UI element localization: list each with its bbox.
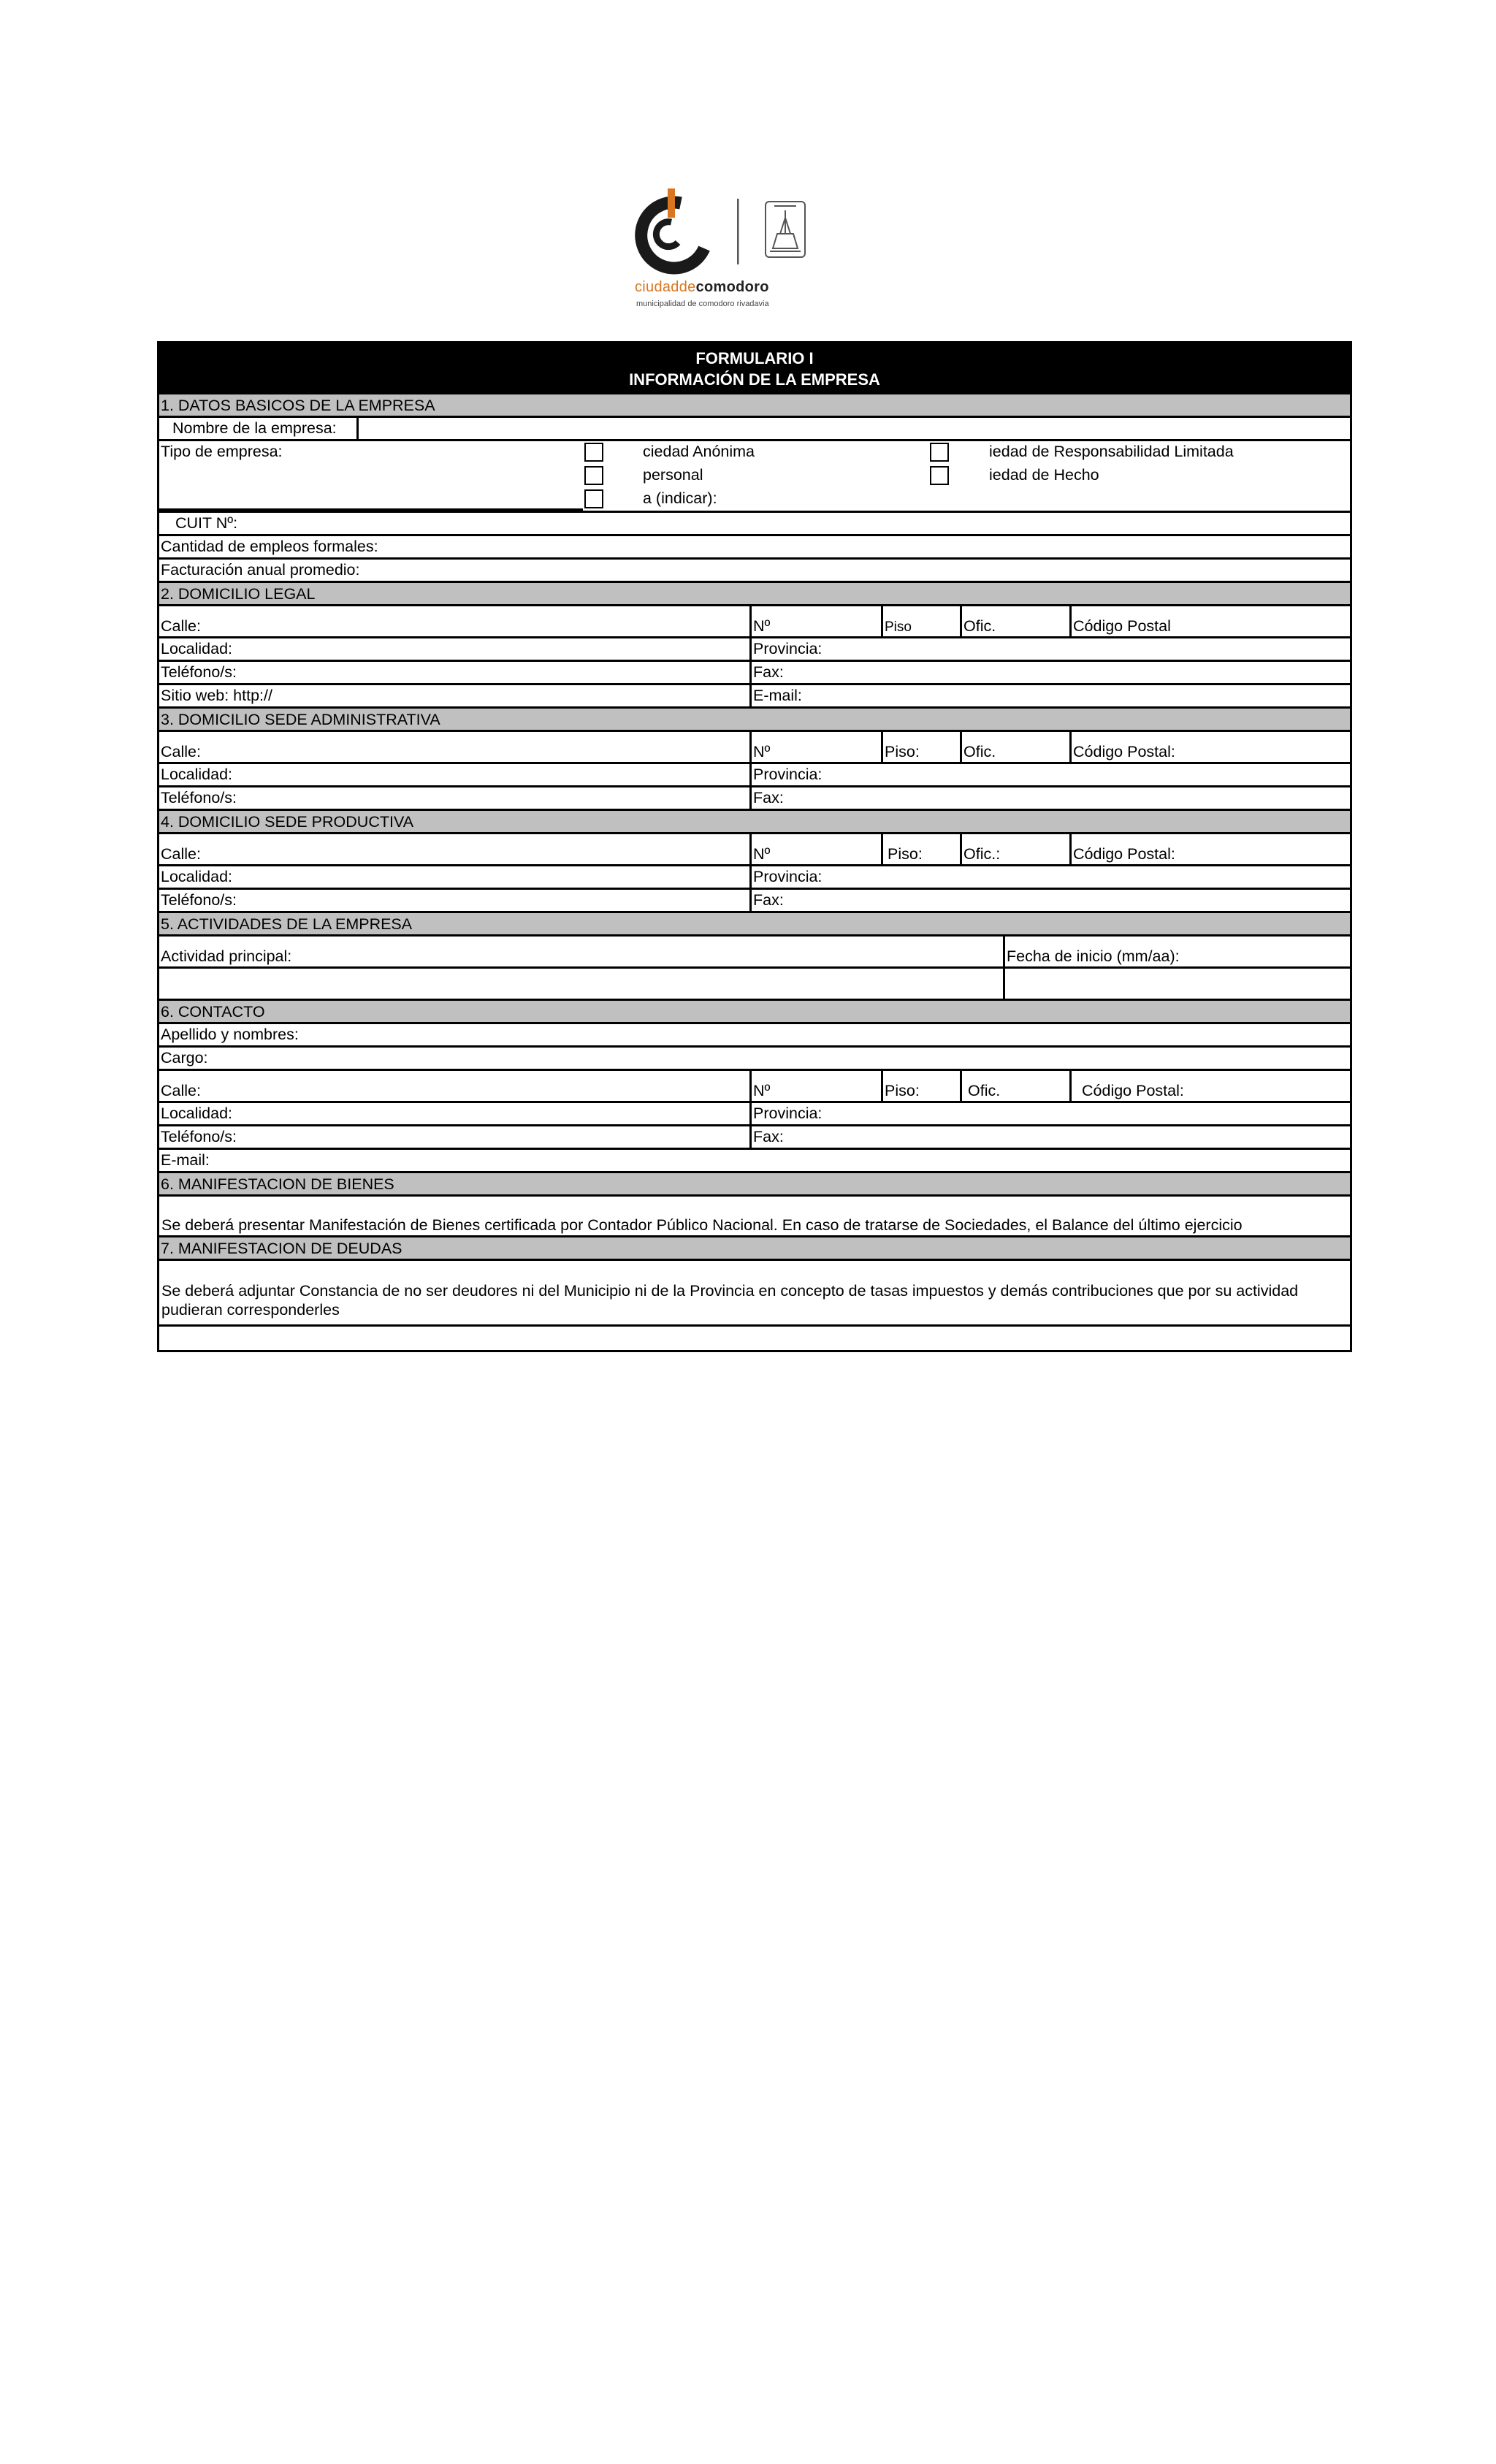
field-legal-street[interactable] bbox=[159, 606, 749, 636]
field-prod-number[interactable] bbox=[749, 834, 881, 864]
row-legal-street bbox=[159, 604, 1350, 636]
label-fax: Fax: bbox=[753, 788, 784, 806]
form-header bbox=[159, 343, 1350, 392]
label-email: E-mail: bbox=[753, 686, 802, 704]
divider bbox=[988, 439, 1350, 441]
input-main-activity[interactable] bbox=[159, 969, 1003, 999]
row-legal-phone bbox=[159, 660, 1350, 683]
option-sociedad-anonima: ciedad Anónima bbox=[643, 443, 755, 460]
label-province: Provincia: bbox=[753, 867, 823, 885]
label-main-activity: Actividad principal: bbox=[161, 947, 292, 965]
label-fax: Fax: bbox=[753, 890, 784, 909]
label-number: Nº bbox=[753, 844, 771, 863]
label-floor: Piso: bbox=[885, 1081, 920, 1099]
field-admin-phone[interactable] bbox=[159, 787, 749, 809]
field-legal-floor[interactable] bbox=[881, 606, 960, 636]
label-start-date: Fecha de inicio (mm/aa): bbox=[1003, 937, 1350, 966]
row-blank[interactable] bbox=[159, 1324, 1350, 1350]
row-admin-phone bbox=[159, 785, 1350, 809]
checkbox-sociedad-hecho[interactable] bbox=[930, 466, 949, 485]
label-street: Calle: bbox=[161, 844, 201, 863]
field-admin-zip[interactable] bbox=[1069, 732, 1350, 762]
label-website: Sitio web: http:// bbox=[161, 686, 272, 704]
field-prod-locality[interactable] bbox=[159, 866, 749, 888]
row-debts-note bbox=[159, 1259, 1350, 1324]
field-admin-locality[interactable] bbox=[159, 764, 749, 785]
section-assets: 6. MANIFESTACION DE BIENES bbox=[159, 1171, 1350, 1194]
label-fax: Fax: bbox=[753, 663, 784, 681]
field-contact-floor[interactable] bbox=[881, 1071, 960, 1101]
field-employees[interactable] bbox=[159, 534, 1350, 557]
field-legal-fax[interactable] bbox=[749, 662, 1350, 683]
label-province: Provincia: bbox=[753, 765, 823, 783]
label-email: E-mail: bbox=[161, 1151, 210, 1169]
field-legal-phone[interactable] bbox=[159, 662, 749, 683]
label-office: Ofic. bbox=[963, 742, 996, 760]
field-admin-number[interactable] bbox=[749, 732, 881, 762]
label-zip: Código Postal bbox=[1073, 617, 1171, 635]
field-legal-website[interactable] bbox=[159, 685, 749, 706]
input-start-date[interactable] bbox=[1003, 969, 1350, 999]
logo-word-ciudad: ciudad bbox=[635, 279, 679, 295]
label-cuit: CUIT Nº: bbox=[175, 514, 238, 532]
field-contact-office[interactable] bbox=[960, 1071, 1069, 1101]
field-annual-revenue[interactable] bbox=[159, 557, 1350, 581]
field-contact-name[interactable] bbox=[159, 1022, 1350, 1045]
label-phone: Teléfono/s: bbox=[161, 890, 237, 909]
checkbox-otra[interactable] bbox=[584, 489, 603, 508]
label-street: Calle: bbox=[161, 742, 201, 760]
section-legal-address: 2. DOMICILIO LEGAL bbox=[159, 581, 1350, 604]
field-contact-province[interactable] bbox=[749, 1103, 1350, 1124]
row-prod-street bbox=[159, 832, 1350, 864]
field-prod-office[interactable] bbox=[960, 834, 1069, 864]
field-contact-phone[interactable] bbox=[159, 1126, 749, 1148]
field-company-name bbox=[159, 416, 1350, 439]
row-legal-web bbox=[159, 683, 1350, 706]
option-sociedad-hecho: iedad de Hecho bbox=[989, 466, 1099, 484]
label-number: Nº bbox=[753, 742, 771, 760]
field-contact-locality[interactable] bbox=[159, 1103, 749, 1124]
field-prod-fax[interactable] bbox=[749, 890, 1350, 911]
label-company-name: Nombre de la empresa: bbox=[172, 419, 337, 437]
field-legal-zip[interactable] bbox=[1069, 606, 1350, 636]
label-employees: Cantidad de empleos formales: bbox=[161, 537, 378, 555]
field-contact-zip[interactable] bbox=[1069, 1071, 1350, 1101]
field-cuit[interactable] bbox=[159, 511, 1350, 534]
field-contact-email[interactable] bbox=[159, 1148, 1350, 1171]
checkbox-unipersonal[interactable] bbox=[584, 466, 603, 485]
label-contact-name: Apellido y nombres: bbox=[161, 1025, 299, 1043]
field-admin-fax[interactable] bbox=[749, 787, 1350, 809]
section-basic-data: 1. DATOS BASICOS DE LA EMPRESA bbox=[159, 392, 1350, 416]
field-prod-street[interactable] bbox=[159, 834, 749, 864]
row-contact-locality bbox=[159, 1101, 1350, 1124]
field-prod-zip[interactable] bbox=[1069, 834, 1350, 864]
label-floor: Piso: bbox=[885, 742, 920, 760]
label-province: Provincia: bbox=[753, 1104, 823, 1122]
field-prod-province[interactable] bbox=[749, 866, 1350, 888]
option-srl: iedad de Responsabilidad Limitada bbox=[989, 443, 1234, 460]
section-contact: 6. CONTACTO bbox=[159, 999, 1350, 1022]
label-office: Ofic. bbox=[963, 617, 996, 635]
field-prod-floor[interactable] bbox=[881, 834, 960, 864]
label-zip: Código Postal: bbox=[1073, 844, 1175, 863]
row-contact-street bbox=[159, 1069, 1350, 1101]
label-number: Nº bbox=[753, 617, 771, 635]
field-legal-office[interactable] bbox=[960, 606, 1069, 636]
label-province: Provincia: bbox=[753, 639, 823, 657]
label-fax: Fax: bbox=[753, 1127, 784, 1145]
section-activities: 5. ACTIVIDADES DE LA EMPRESA bbox=[159, 911, 1350, 934]
row-prod-phone bbox=[159, 888, 1350, 911]
section-debts: 7. MANIFESTACION DE DEUDAS bbox=[159, 1235, 1350, 1259]
label-phone: Teléfono/s: bbox=[161, 788, 237, 806]
field-admin-street[interactable] bbox=[159, 732, 749, 762]
row-legal-locality bbox=[159, 636, 1350, 660]
label-locality: Localidad: bbox=[161, 867, 233, 885]
label-company-type: Tipo de empresa: bbox=[161, 443, 283, 460]
label-phone: Teléfono/s: bbox=[161, 663, 237, 681]
field-contact-fax[interactable] bbox=[749, 1126, 1350, 1148]
field-legal-province[interactable] bbox=[749, 638, 1350, 660]
field-contact-street[interactable] bbox=[159, 1071, 749, 1101]
row-prod-locality bbox=[159, 864, 1350, 888]
label-locality: Localidad: bbox=[161, 1104, 233, 1122]
label-contact-position: Cargo: bbox=[161, 1048, 208, 1067]
input-company-name[interactable] bbox=[356, 416, 1350, 439]
form-subtitle: INFORMACIÓN DE LA EMPRESA bbox=[629, 370, 880, 389]
label-floor: Piso bbox=[885, 619, 912, 635]
row-activity-labels bbox=[159, 934, 1350, 966]
row-admin-street bbox=[159, 730, 1350, 762]
field-admin-province[interactable] bbox=[749, 764, 1350, 785]
logo-word-de: de bbox=[679, 279, 696, 295]
label-floor: Piso: bbox=[888, 844, 923, 863]
label-street: Calle: bbox=[161, 617, 201, 635]
logo-wordmark bbox=[635, 279, 769, 296]
field-admin-office[interactable] bbox=[960, 732, 1069, 762]
logo-word-comodoro: comodoro bbox=[695, 279, 769, 295]
field-prod-phone[interactable] bbox=[159, 890, 749, 911]
field-contact-number[interactable] bbox=[749, 1071, 881, 1101]
row-admin-locality bbox=[159, 762, 1350, 785]
row-contact-phone bbox=[159, 1124, 1350, 1148]
field-contact-position[interactable] bbox=[159, 1045, 1350, 1069]
form-title: FORMULARIO I bbox=[695, 349, 814, 367]
label-phone: Teléfono/s: bbox=[161, 1127, 237, 1145]
field-legal-locality[interactable] bbox=[159, 638, 749, 660]
field-legal-email[interactable] bbox=[749, 685, 1350, 706]
field-legal-number[interactable] bbox=[749, 606, 881, 636]
label-locality: Localidad: bbox=[161, 639, 233, 657]
label-street: Calle: bbox=[161, 1081, 201, 1099]
logo-subtitle: municipalidad de comodoro rivadavia bbox=[636, 300, 769, 308]
option-otra: a (indicar): bbox=[643, 489, 717, 507]
debts-note: Se deberá adjuntar Constancia de no ser deudores ni del Municipio ni de la Provincia en concepto de tasas impuestos y demás contribuciones que por su actividad pudieran corresponderles bbox=[161, 1282, 1299, 1319]
field-company-type bbox=[159, 439, 1350, 511]
label-number: Nº bbox=[753, 1081, 771, 1099]
row-assets-note bbox=[159, 1194, 1350, 1235]
municipality-logo bbox=[631, 188, 823, 316]
label-annual-revenue: Facturación anual promedio: bbox=[161, 560, 360, 579]
label-office: Ofic.: bbox=[963, 844, 1001, 863]
checkbox-srl[interactable] bbox=[930, 443, 949, 462]
field-admin-floor[interactable] bbox=[881, 732, 960, 762]
label-locality: Localidad: bbox=[161, 765, 233, 783]
option-unipersonal: personal bbox=[643, 466, 703, 484]
section-admin-address: 3. DOMICILIO SEDE ADMINISTRATIVA bbox=[159, 706, 1350, 730]
company-information-form bbox=[157, 341, 1352, 1352]
label-zip: Código Postal: bbox=[1073, 742, 1175, 760]
label-zip: Código Postal: bbox=[1082, 1081, 1184, 1099]
logo-mark bbox=[631, 188, 823, 276]
row-activity-inputs bbox=[159, 966, 1350, 999]
assets-note: Se deberá presentar Manifestación de Bienes certificada por Contador Público Nacional. En caso de tratarse de Sociedades, el Balance del último ejercicio bbox=[161, 1216, 1243, 1234]
label-office: Ofic. bbox=[968, 1081, 1001, 1099]
checkbox-sociedad-anonima[interactable] bbox=[584, 443, 603, 462]
divider bbox=[638, 439, 930, 441]
section-production-address: 4. DOMICILIO SEDE PRODUCTIVA bbox=[159, 809, 1350, 832]
